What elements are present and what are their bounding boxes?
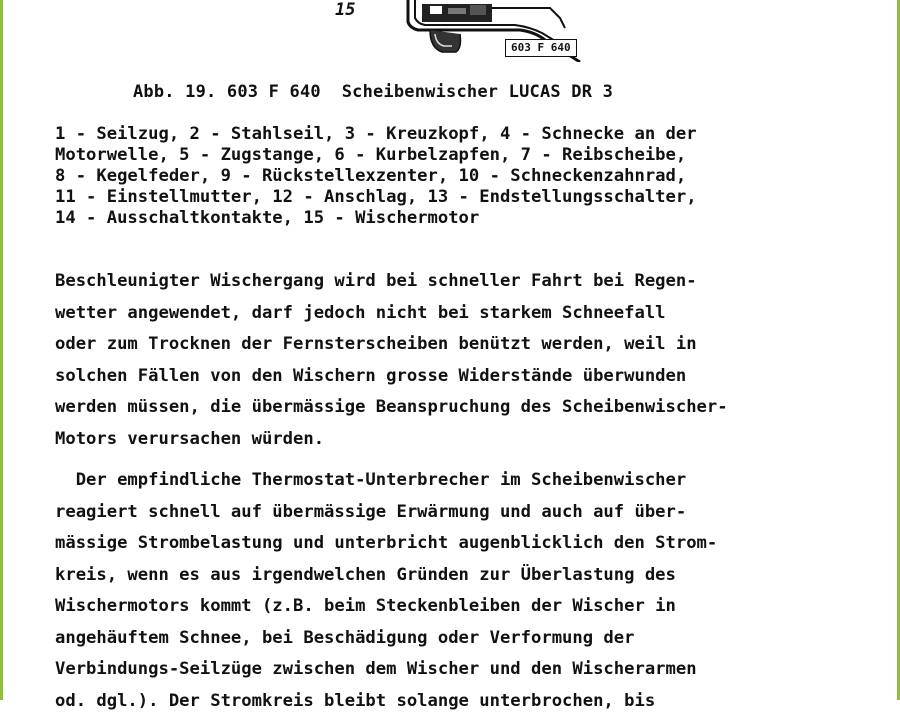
text-line: mässige Strombelastung und unterbricht augenblicklich den Strom-	[55, 528, 895, 560]
text-line: Beschleunigter Wischergang wird bei schneller Fahrt bei Regen-	[55, 266, 895, 298]
legend-line: 14 - Ausschaltkontakte, 15 - Wischermotor	[55, 208, 885, 229]
figure-callout-number: 15	[335, 0, 355, 20]
legend-line: 1 - Seilzug, 2 - Stahlseil, 3 - Kreuzkopf, 4 - Schnecke an der	[55, 124, 885, 145]
text-line: angehäuftem Schnee, bei Beschädigung oder Verformung der	[55, 623, 895, 655]
text-line: reagiert schnell auf übermässige Erwärmung und auch auf über-	[55, 497, 895, 529]
text-line: Motors verursachen würden.	[55, 424, 895, 456]
paragraph-accelerated-wiping	[55, 266, 895, 455]
part-code-label: 603 F 640	[505, 39, 577, 57]
paragraph-thermostat-breaker	[55, 465, 895, 717]
text-line: od. dgl.). Der Stromkreis bleibt solange unterbrochen, bis	[55, 686, 895, 717]
text-line: Der empfindliche Thermostat-Unterbrecher im Scheibenwischer	[55, 465, 895, 497]
text-line: wetter angewendet, darf jedoch nicht bei starkem Schneefall	[55, 298, 895, 330]
text-line: oder zum Trocknen der Fernsterscheiben benützt werden, weil in	[55, 329, 895, 361]
text-line: Verbindungs-Seilzüge zwischen dem Wischer und den Wischerarmen	[55, 654, 895, 686]
legend-line: 8 - Kegelfeder, 9 - Rückstellexzenter, 10 - Schneckenzahnrad,	[55, 166, 885, 187]
legend-line: Motorwelle, 5 - Zugstange, 6 - Kurbelzapfen, 7 - Reibscheibe,	[55, 145, 885, 166]
text-line: Wischermotors kommt (z.B. beim Steckenbleiben der Wischer in	[55, 591, 895, 623]
text-line: werden müssen, die übermässige Beanspruchung des Scheibenwischer-	[55, 392, 895, 424]
legend-line: 11 - Einstellmutter, 12 - Anschlag, 13 - Endstellungsschalter,	[55, 187, 885, 208]
figure-legend	[55, 124, 885, 229]
text-line: kreis, wenn es aus irgendwelchen Gründen zur Überlastung des	[55, 560, 895, 592]
figure-caption: Abb. 19. 603 F 640 Scheibenwischer LUCAS DR 3	[133, 82, 613, 102]
text-line: solchen Fällen von den Wischern grosse Widerstände überwunden	[55, 361, 895, 393]
